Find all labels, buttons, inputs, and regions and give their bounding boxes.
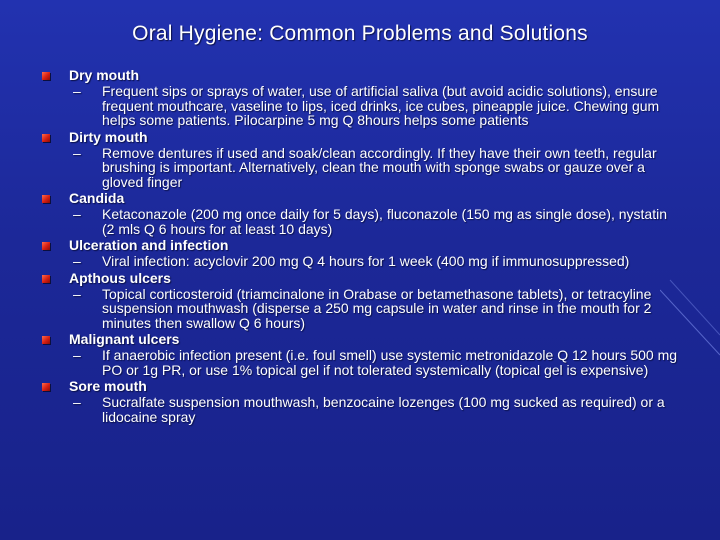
square-bullet-icon — [42, 72, 50, 80]
topic-label: Sore mouth — [69, 378, 147, 394]
topic-item — [42, 378, 682, 424]
topic-label: Dry mouth — [69, 67, 139, 83]
dash-bullet: – — [73, 83, 81, 99]
dash-bullet: – — [73, 394, 81, 410]
topic-detail: Sucralfate suspension mouthwash, benzocaine lozenges (100 mg sucked as required) or a lidocaine spray — [102, 394, 665, 425]
topic-list — [42, 67, 682, 424]
topic-detail: Viral infection: acyclovir 200 mg Q 4 hours for 1 week (400 mg if immunosuppressed) — [102, 253, 630, 269]
topic-label: Dirty mouth — [69, 128, 148, 145]
topic-detail: Ketaconazole (200 mg once daily for 5 days), fluconazole (150 mg as single dose), nystatin (2 mls Q 6 hours for at least 10 days) — [102, 206, 667, 237]
topic-item — [42, 190, 682, 236]
topic-label: Malignant ulcers — [69, 331, 180, 347]
topic-detail: Topical corticosteroid (triamcinalone in Orabase or betamethasone tablets), or tetracyline suspension mouthwash (disperse a 250 mg capsule in water and rinse in the mouth for 2 minutes then swallow Q 6 hours) — [102, 285, 652, 331]
square-bullet-icon — [42, 195, 50, 203]
topic-detail: If anaerobic infection present (i.e. foul smell) use systemic metronidazole Q 12 hours 500 mg PO or 1g PR, or use 1% topical gel if not tolerated systemically (topical gel is expensive) — [102, 347, 678, 378]
square-bullet-icon — [42, 275, 50, 283]
square-bullet-icon — [42, 383, 50, 391]
dash-bullet: – — [73, 253, 81, 269]
square-bullet-icon — [42, 336, 50, 344]
slide-title: Oral Hygiene: Common Problems and Solutions — [132, 22, 588, 45]
topic-detail: Frequent sips or sprays of water, use of artificial saliva (but avoid acidic solutions), ensure frequent mouthcare, vaseline to lips, iced drinks, ice cubes, pineapple juice. Chewing gum helps some patients. Pilocarpine 5 mg Q 8hours helps some patients — [102, 83, 660, 128]
topic-label: Apthous ulcers — [69, 269, 171, 286]
topic-item — [42, 270, 682, 331]
topic-detail: Remove dentures if used and soak/clean accordingly. If they have their own teeth, regular brushing is important. Alternatively, clean the mouth with sponge swabs or gauze over a gloved finger — [102, 144, 657, 190]
topic-label: Candida — [69, 190, 125, 206]
dash-bullet: – — [73, 347, 81, 363]
topic-label: Ulceration and infection — [69, 237, 229, 253]
topic-item — [42, 129, 682, 190]
dash-bullet: – — [73, 144, 81, 161]
square-bullet-icon — [42, 242, 50, 250]
topic-item — [42, 237, 682, 269]
dash-bullet: – — [73, 285, 81, 302]
topic-item — [42, 331, 682, 377]
dash-bullet: – — [73, 206, 81, 222]
square-bullet-icon — [42, 134, 50, 142]
topic-item — [42, 67, 682, 128]
